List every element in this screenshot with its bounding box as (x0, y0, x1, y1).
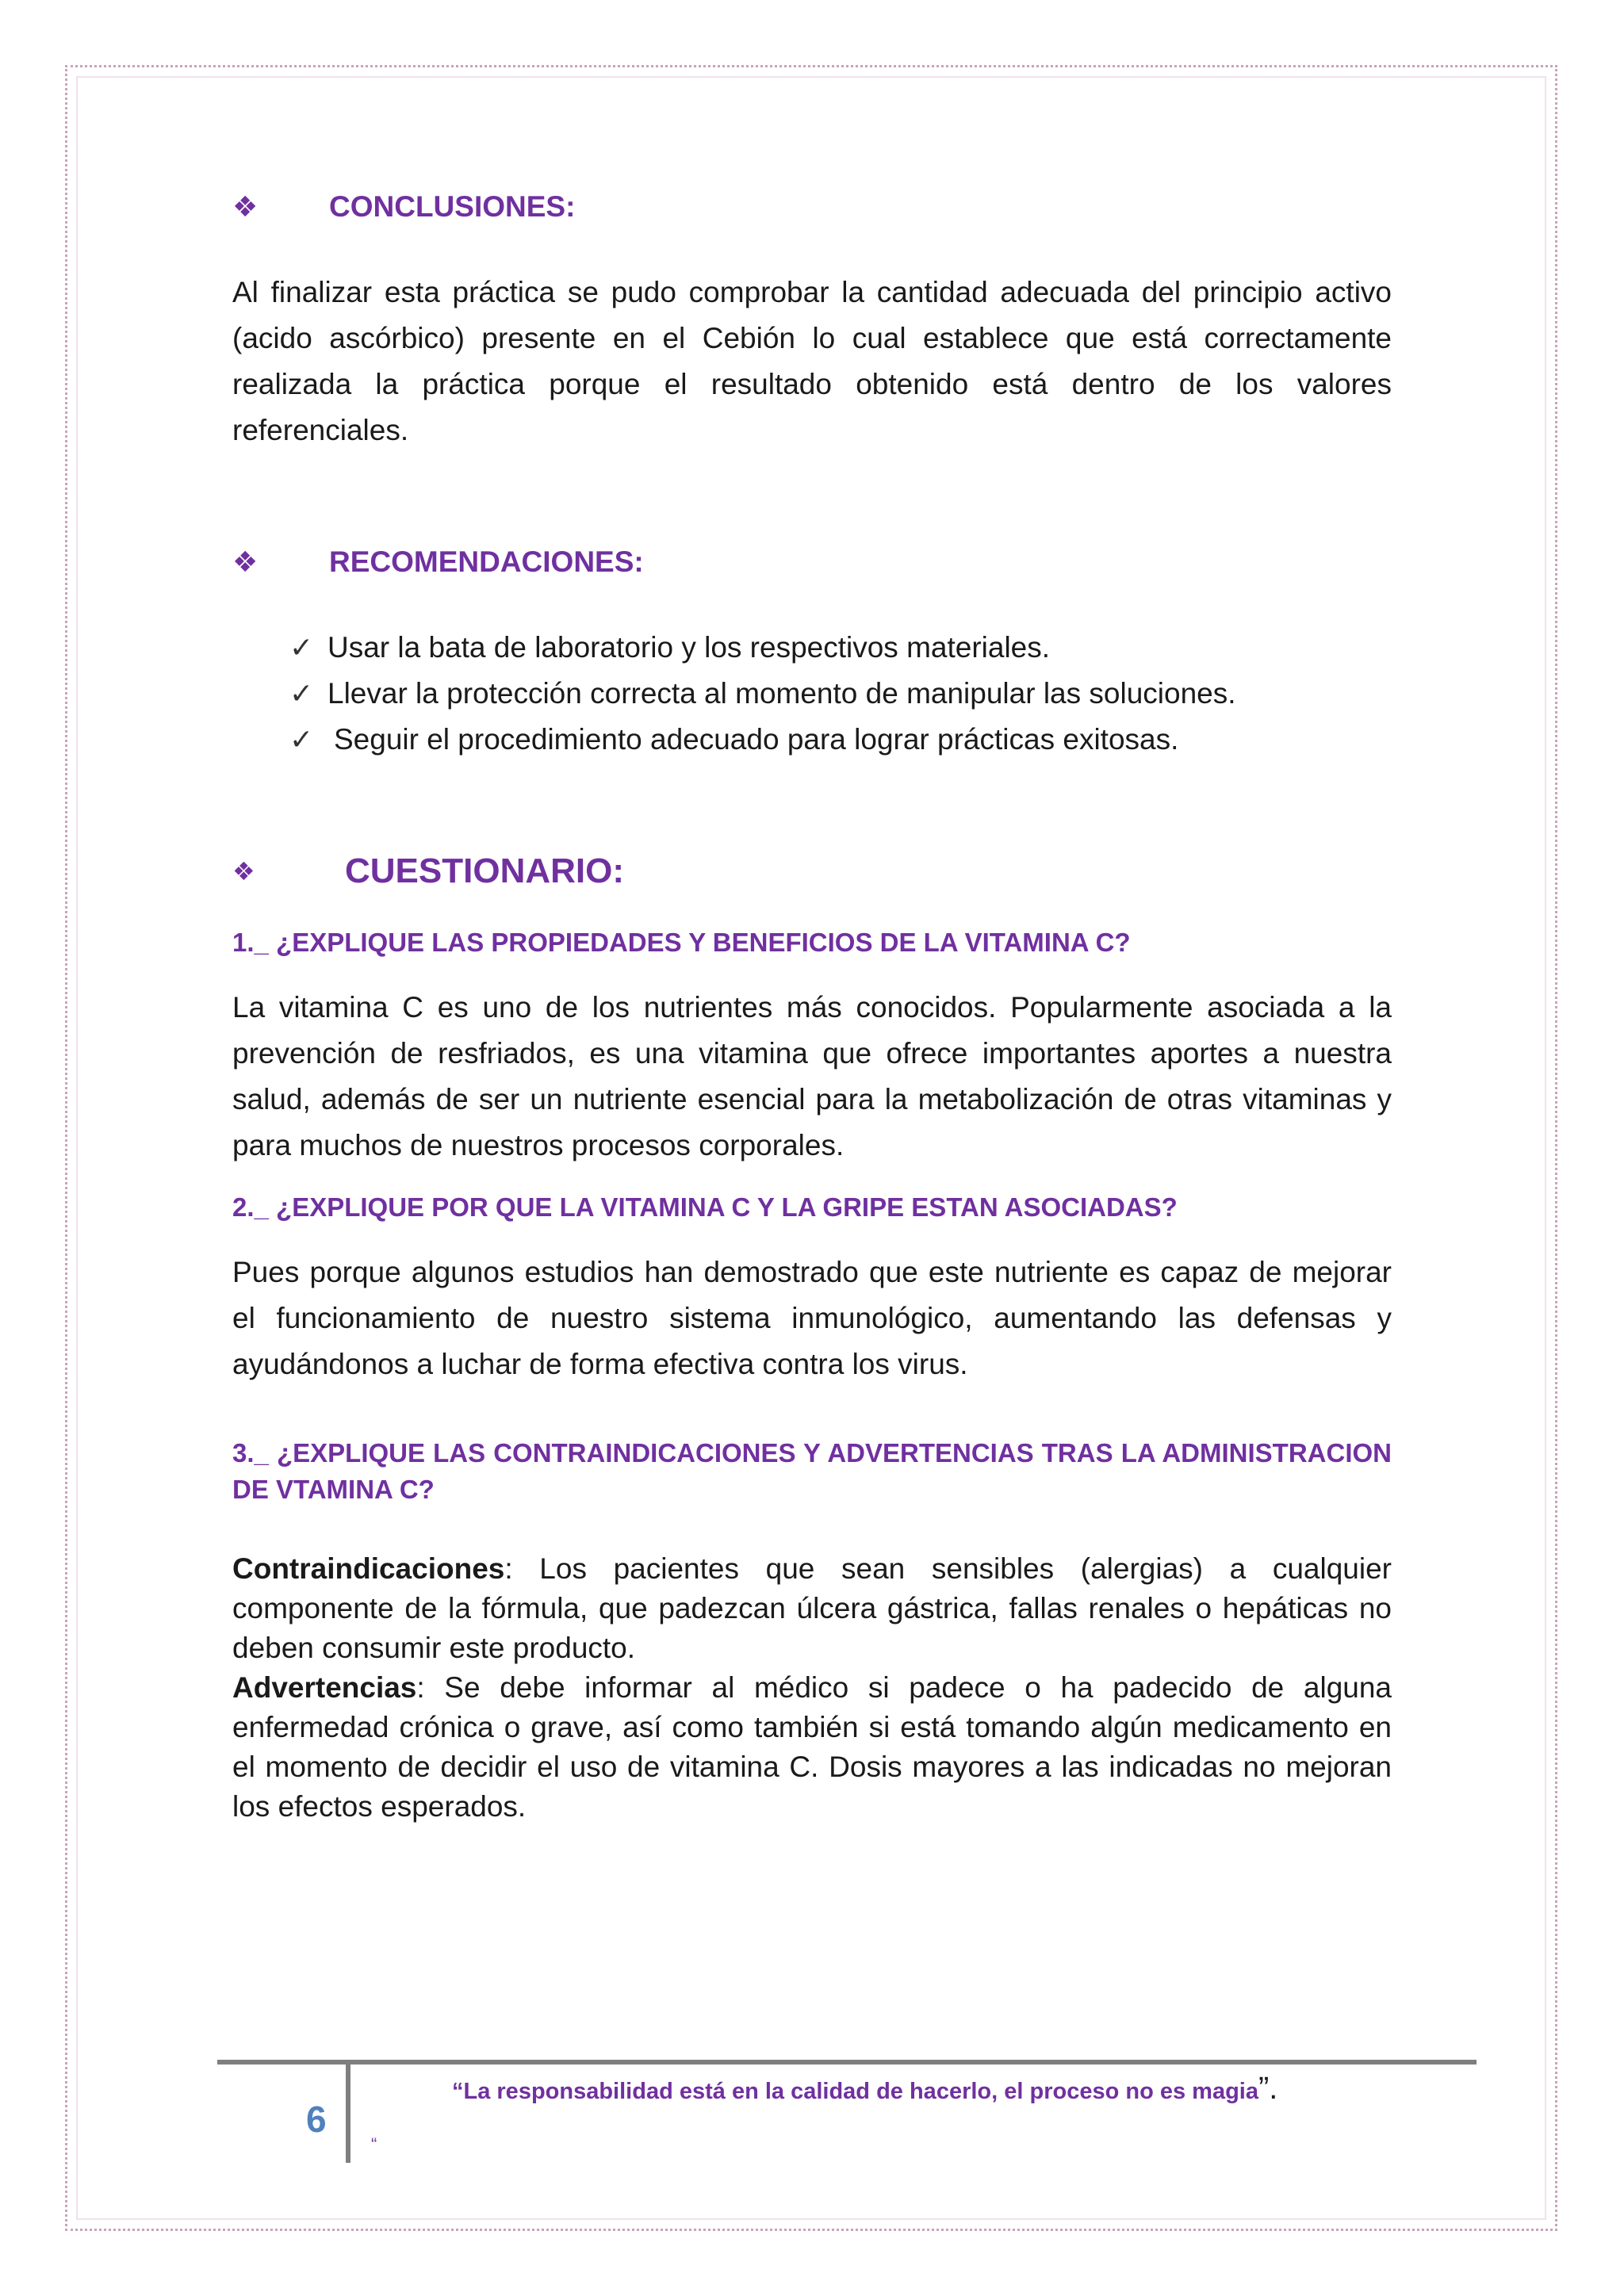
cuestionario-heading (232, 851, 1392, 891)
list-item: ✓ Llevar la protección correcta al momento de manipular las soluciones. (289, 671, 1392, 717)
answer-2: Pues porque algunos estudios han demostrado que este nutriente es capaz de mejorar el funcionamiento de nuestro sistema inmunológico, aumentando las defensas y ayudándonos a luchar de forma efectiva contra los virus. (232, 1256, 1392, 1380)
diamond-bullet-icon: ❖ (232, 857, 255, 886)
checkmark-icon: ✓ (289, 723, 314, 756)
footer-quote (452, 2071, 1277, 2107)
conclusiones-title: CONCLUSIONES: (329, 190, 576, 223)
advertencias-label: Advertencias (232, 1671, 417, 1704)
conclusiones-text: Al finalizar esta práctica se pudo comprobar la cantidad adecuada del principio activo (acido ascórbico) presente en el Cebión lo cual establece que está correctamente realizada la práctica porque el resultado obtenido está dentro de los valores referenciales. (232, 276, 1392, 446)
advertencias-text: : Se debe informar al médico si padece o ha padecido de alguna enfermedad crónica o grave, así como también si está tomando algún medicamento en el momento de decidir el uso de vitamina C. Dosis mayores a las indicadas no mejoran los efectos esperados. (232, 1671, 1392, 1823)
answer-1: La vitamina C es uno de los nutrientes más conocidos. Popularmente asociada a la prevención de resfriados, es una vitamina que ofrece importantes aportes a nuestra salud, además de ser un nutriente esencial para la metabolización de otras vitaminas y para muchos de nuestros procesos corporales. (232, 991, 1392, 1161)
list-item: ✓ Usar la bata de laboratorio y los respectivos materiales. (289, 625, 1392, 671)
diamond-bullet-icon: ❖ (232, 545, 259, 578)
footer-divider (217, 2060, 1477, 2064)
footer-quote-text: “La responsabilidad está en la calidad de hacerlo, el proceso no es magia (452, 2079, 1258, 2104)
diamond-bullet-icon: ❖ (232, 190, 259, 223)
contraindicaciones-text: : Los pacientes que sean sensibles (alergias) a cualquier componente de la fórmula, que padezcan úlcera gástrica, fallas renales o hepáticas no deben consumir este producto. (232, 1552, 1392, 1664)
recomendaciones-title: RECOMENDACIONES: (329, 545, 644, 578)
footer-vertical-divider (346, 2064, 350, 2163)
footer-quote-end: ”. (1258, 2071, 1278, 2106)
list-item: ✓ Seguir el procedimiento adecuado para lograr prácticas exitosas. (289, 717, 1392, 763)
question-1: 1._ ¿EXPLIQUE LAS PROPIEDADES Y BENEFICIOS DE LA VITAMINA C? (232, 928, 1131, 957)
contraindicaciones-label: Contraindicaciones (232, 1552, 505, 1585)
checkmark-icon: ✓ (289, 631, 314, 664)
recomendaciones-list (232, 625, 1392, 763)
footer-quote-mark: “ (371, 2134, 377, 2154)
recomendaciones-heading (232, 545, 1392, 579)
conclusiones-heading (232, 190, 1392, 224)
checkmark-icon: ✓ (289, 677, 314, 710)
question-3: 3._ ¿EXPLIQUE LAS CONTRAINDICACIONES Y ADVERTENCIAS TRAS LA ADMINISTRACION DE VTAMINA C? (232, 1438, 1392, 1504)
question-2: 2._ ¿EXPLIQUE POR QUE LA VITAMINA C Y LA GRIPE ESTAN ASOCIADAS? (232, 1192, 1178, 1222)
contraindicaciones-paragraph (232, 1549, 1392, 1668)
advertencias-paragraph (232, 1668, 1392, 1827)
cuestionario-title: CUESTIONARIO: (345, 851, 624, 890)
page-number: 6 (306, 2099, 327, 2140)
page-content (232, 190, 1392, 1827)
